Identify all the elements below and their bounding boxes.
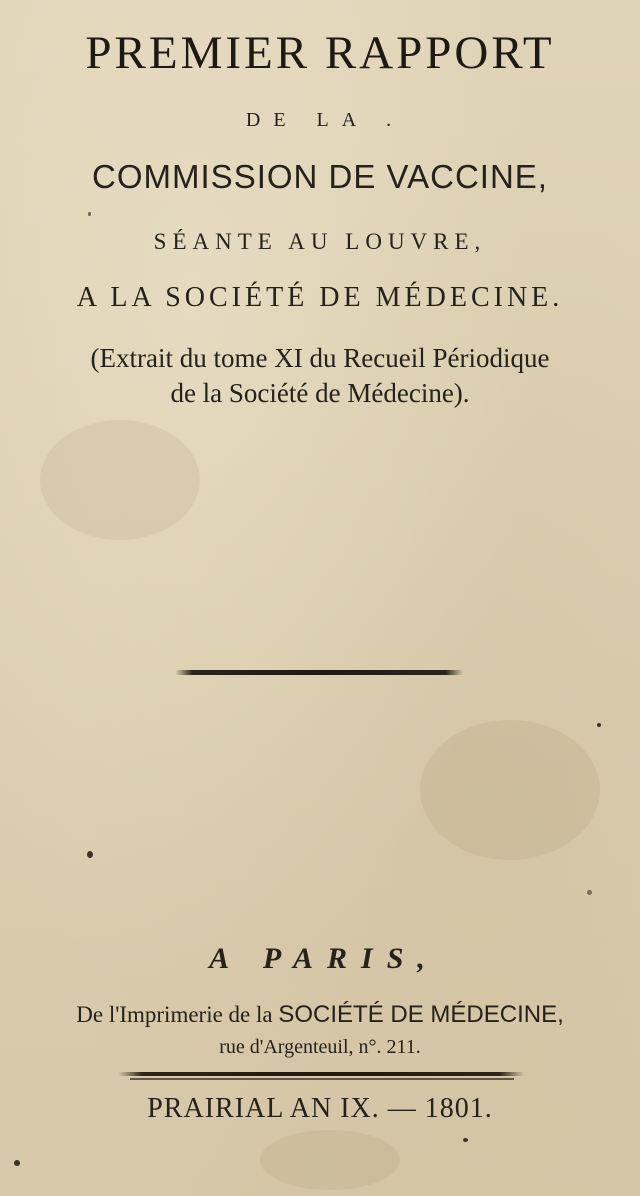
ink-spot (463, 1138, 468, 1142)
ornamental-rule (175, 670, 463, 675)
extract-note-line-1: (Extrait du tome XI du Recueil Périodique (90, 343, 550, 373)
printer-line (0, 1003, 640, 1027)
paper-stain (40, 420, 200, 540)
imprint-date: PRAIRIAL AN IX. — 1801. (147, 1093, 493, 1124)
ink-spot (88, 212, 91, 216)
imprint-rule (118, 1072, 524, 1076)
paper-stain (260, 1130, 400, 1190)
printer-prefix: De l'Imprimerie de la (76, 1002, 279, 1027)
ink-spot (87, 851, 93, 858)
ink-spot (14, 1160, 20, 1166)
seante-line: SÉANTE AU LOUVRE, (153, 229, 487, 254)
imprint-rule-thin (130, 1078, 514, 1080)
societe-line: A LA SOCIÉTÉ DE MÉDECINE. (76, 282, 564, 313)
title-connector: DE LA . (245, 109, 405, 131)
paper-stain (420, 720, 600, 860)
imprint-place: A PARIS, (209, 942, 439, 975)
printer-address: rue d'Argenteuil, n°. 211. (219, 1036, 421, 1058)
ink-spot (597, 723, 601, 727)
printer-name: SOCIÉTÉ DE MÉDECINE, (278, 1001, 564, 1028)
document-title: PREMIER RAPPORT (85, 27, 555, 79)
commission-heading: COMMISSION DE VACCINE, (92, 158, 548, 195)
ink-spot (587, 890, 592, 895)
extract-note-line-2: de la Société de Médecine). (170, 378, 470, 408)
